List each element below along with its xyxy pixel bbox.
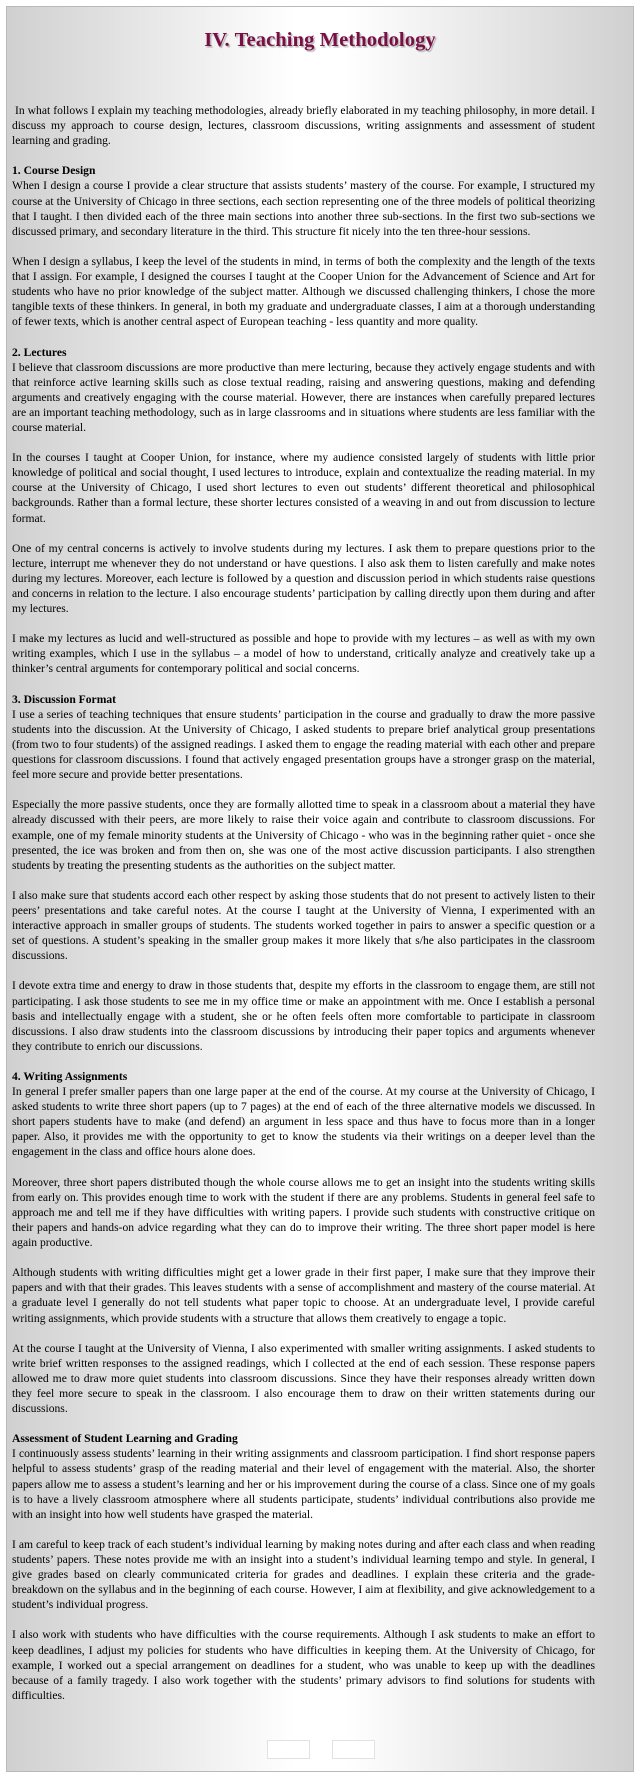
section-discussion-format (12, 692, 595, 1054)
paragraph: I use a series of teaching techniques that ensure students’ participation in the course and gradually to draw the more passive students into the discussion. At the University of Chicago, I asked students to prepare brief analytical group presentations (from two to four students) of the assigned readings. I asked them to engage the reading material with each other and prepare questions for classroom discussions. I found that actively engaged presentation groups have a stronger grasp on the material, feel more secure and provide better presentations. (12, 707, 595, 782)
intro-paragraph: In what follows I explain my teaching methodologies, already briefly elaborated in my teaching philosophy, in more detail. I discuss my approach to course design, lectures, classroom discussions, writing assignments and assessment of student learning and grading. (12, 104, 595, 148)
section-assessment-grading (12, 1431, 595, 1703)
paragraph: When I design a course I provide a clear structure that assists students’ mastery of the course. For example, I structured my course at the University of Chicago in three sections, each section representing one of the three models of political theorizing that I taught. I then divided each of the three main sections into another three sub-sections. In the first two sub-sections we discussed primary, and secondary literature in the third. This structure fit nicely into the ten three-hour sessions. (12, 179, 595, 238)
paragraph: I continuously assess students’ learning in their writing assignments and classroom participation. I find short response papers helpful to assess students’ grasp of the reading material and their level of engagement with the material. Also, the shorter papers allow me to assess a student’s learning and her or his improvement during the course of a class. Since one of my goals is to have a lively classroom atmosphere where all students participate, students’ individual contributions also provide me with an insight into how well students have grasped the material. (12, 1447, 595, 1521)
section-heading: 4. Writing Assignments (12, 1070, 128, 1083)
paragraph: At the course I taught at the University of Vienna, I also experimented with smaller writing assignments. I asked students to write brief written responses to the assigned readings, which I collected at the end of each session. These response papers allowed me to draw more quiet students into classroom discussions. Since they have their responses already written down they feel more secure to speak in the classroom. I also encourage them to draw on their written statements during our discussions. (12, 1341, 595, 1416)
paragraph: I devote extra time and energy to draw in those students that, despite my efforts in the classroom to engage them, are still not participating. I ask those students to see me in my office time or make an appointment with me. Once I establish a personal basis and intellectually engage with a student, she or he often feels often more comfortable to participate in classroom discussions. I also draw students into the classroom discussions by introducing their paper topics and arguments whenever they contribute to enrich our discussions. (12, 979, 595, 1053)
paragraph: Moreover, three short papers distributed though the whole course allows me to get an insight into the students writing skills from early on. This provides enough time to work with the student if there are any problems. Students in general feel safe to approach me and tell me if they have difficulties with writing papers. I provide such students with constructive critique on their papers and hands-on advice regarding what they can do to improve their writing. The three short paper model is here again productive. (12, 1175, 595, 1250)
paragraph: I also make sure that students accord each other respect by asking those students that do not present to actively listen to their peers’ presentations and take careful notes. At the course I taught at the University of Vienna, I experimented with an interactive approach in smaller groups of students. The students worked together in pairs to answer a specific question or a set of questions. A student’s speaking in the smaller group makes it more likely that s/he also participates in the classroom discussions. (12, 888, 595, 963)
paragraph: Although students with writing difficulties might get a lower grade in their first paper, I make sure that they improve their papers and with that their grades. This leaves students with a sense of accomplishment and mastery of the course material. At a graduate level I generally do not tell students what paper topic to choose. At an undergraduate level, I provide careful writing assignments, which provide students with a structure that allows them creatively to engage a topic. (12, 1266, 595, 1325)
section-heading: Assessment of Student Learning and Grading (12, 1432, 238, 1446)
section-course-design (12, 163, 595, 329)
section-lectures (12, 345, 595, 677)
paragraph: I am careful to keep track of each student’s individual learning by making notes during and after each class and when reading students’ papers. These notes provide me with an insight into a student’s individual learning tempo and style. In general, I give grades based on clearly communicated criteria for grades and deadlines. I explain these criteria and the grade-breakdown on the syllabus and in the beginning of each course. However, I aim at flexibility, and give acknowledgement to a student’s individual progress. (12, 1537, 595, 1612)
paragraph: I make my lectures as lucid and well-structured as possible and hope to provide with my lectures – as well as with my own writing examples, which I use in the syllabus – a model of how to understand, critically analyze and creatively take up a thinker’s central arguments for contemporary political and social concerns. (12, 632, 595, 676)
paragraph: When I design a syllabus, I keep the level of the students in mind, in terms of both the complexity and the length of the texts that I assign. For example, I designed the courses I taught at the Cooper Union for the Advancement of Science and Art for students who have no prior knowledge of the subject matter. Although we discussed challenging thinkers, I chose the more tangible texts of these thinkers. In general, in both my graduate and undergraduate classes, I aim at a thorough understanding of fewer texts, which is another central aspect of European teaching - less quantity and more quality. (12, 254, 595, 329)
page-title: IV. Teaching Methodology (204, 29, 436, 51)
paragraph: I also work with students who have difficulties with the course requirements. Although I ask students to make an effort to keep deadlines, I adjust my policies for students who have difficulties in keeping them. At the University of Chicago, for example, I worked out a special arrangement on deadlines for a student, who was unable to keep up with the deadlines because of a family tragedy. I also work together with the students’ primary advisors to find solutions for students with difficulties. (12, 1628, 595, 1702)
paragraph: In general I prefer smaller papers than one large paper at the end of the course. At my course at the University of Chicago, I asked students to write three short papers (up to 7 pages) at the end of each of the three alternative models we discussed. In short papers students have to make (and defend) an argument in less space and thus have to focus more than in a longer paper. Also, it provides me with the opportunity to get to know the students via their writings on a deeper level than the engagement in the class and office hours alone does. (12, 1085, 595, 1159)
section-writing-assignments (12, 1069, 595, 1416)
paragraph: Especially the more passive students, once they are formally allotted time to speak in a classroom about a material they have already discussed with their peers, are more likely to raise their voice again and contribute to classroom discussions. For example, one of my female minority students at the University of Chicago - who was in the beginning rather quiet - once she presented, the ice was broken and from then on, she was one of the most active discussion participants. I also strengthen students by treating the presenting students as the authorities on the subject matter. (12, 798, 595, 872)
paragraph: In the courses I taught at Cooper Union, for instance, where my audience consisted largely of students with little prior knowledge of political and social thought, I used lectures to introduce, explain and contextualize the reading material. In my course at the University of Chicago, I used short lectures to even out students’ different theoretical and philosophical backgrounds. Rather than a formal lecture, these shorter lectures consisted of a weaving in and out from discussion to lecture format. (12, 451, 595, 525)
document-page (6, 6, 634, 1772)
section-heading: 3. Discussion Format (12, 692, 117, 706)
previous-page-button[interactable] (267, 1740, 310, 1759)
paragraph: I believe that classroom discussions are more productive than mere lecturing, because they actively engage students and with that reinforce active learning skills such as close textual reading, raising and answering questions, making and defending arguments and creatively engaging with the course material. However, there are instances when carefully prepared lectures are an important teaching methodology, such as in large classrooms and in situations where students are less familiar with the course material. (12, 360, 595, 434)
page-navigation (267, 1740, 375, 1759)
document-body (12, 103, 595, 1718)
section-heading: 1. Course Design (12, 164, 96, 178)
section-heading: 2. Lectures (12, 345, 67, 359)
next-page-button[interactable] (332, 1740, 375, 1759)
paragraph: One of my central concerns is actively to involve students during my lectures. I ask them to prepare questions prior to the lecture, interrupt me whenever they do not understand or have questions. I also ask them to listen carefully and make notes during my lectures. Moreover, each lecture is followed by a question and discussion period in which students raise questions and concerns in relation to the lecture. I also encourage students’ participation by calling directly upon them during and after my lectures. (12, 541, 595, 616)
